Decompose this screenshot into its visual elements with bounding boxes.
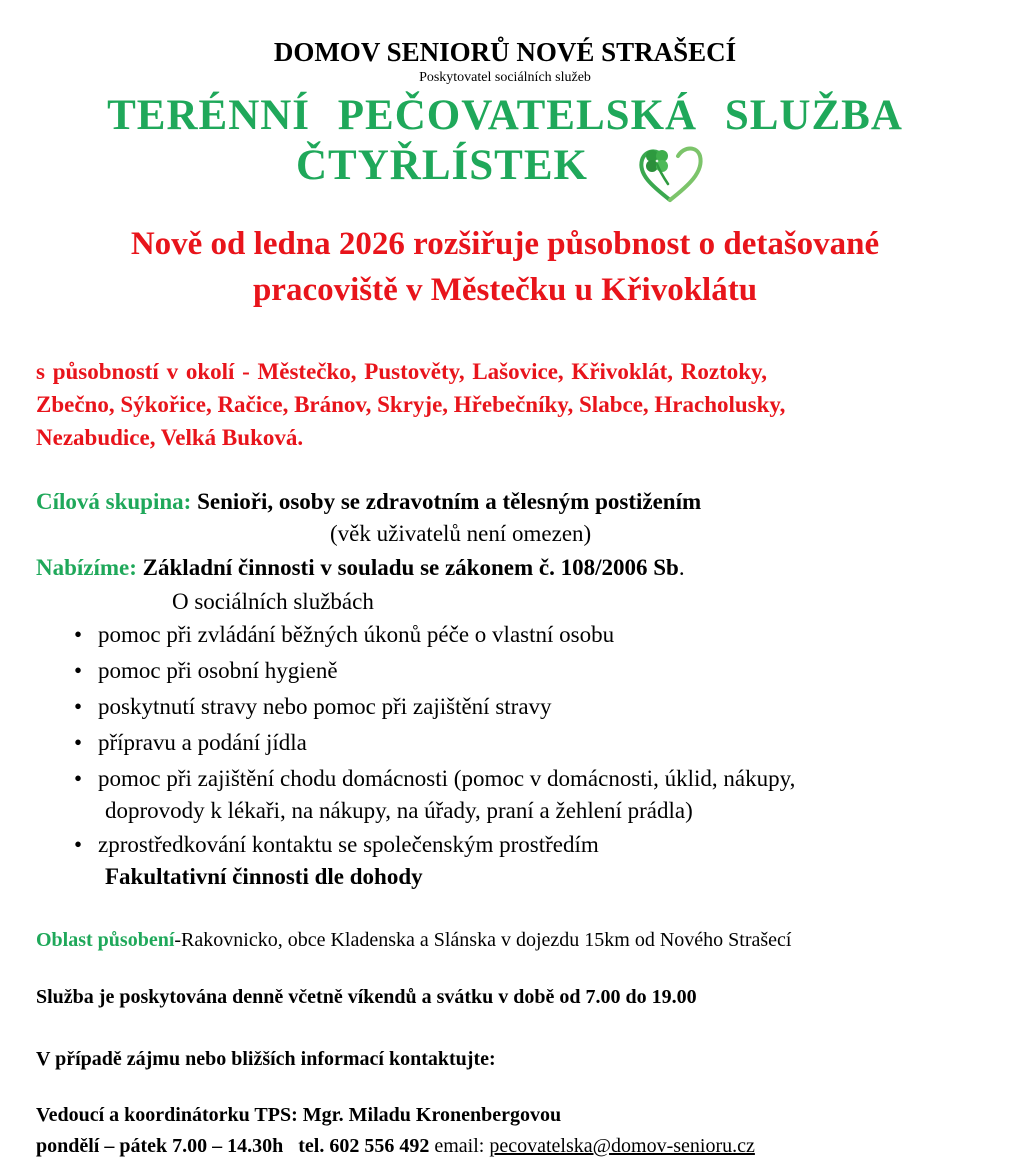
list-item-text: poskytnutí stravy nebo pomoc při zajištění stravy — [98, 694, 552, 719]
office-hours: pondělí – pátek 7.00 – 14.30h — [36, 1135, 284, 1157]
contact-manager: Vedoucí a koordinátorku TPS: Mgr. Miladu Kronenbergovou — [36, 1104, 562, 1126]
headline-line1: Nově od ledna 2026 rozšiřuje působnost o detašované — [130, 226, 880, 262]
contact-intro: V případě zájmu nebo bližších informací kontaktujte: — [36, 1048, 496, 1070]
offer-label: Nabízíme: — [36, 555, 137, 580]
phone-number[interactable]: tel. 602 556 492 — [298, 1135, 430, 1157]
email-link[interactable]: pecovatelska@domov-senioru.cz — [489, 1135, 755, 1157]
bullet-icon: • — [74, 622, 83, 647]
provider-note: Poskytovatel sociálních služeb — [419, 70, 591, 85]
list-item-text: pomoc při osobní hygieně — [98, 658, 338, 683]
list-item — [74, 694, 552, 720]
region-label: Oblast působení — [36, 929, 175, 951]
area-line2: Zbečno, Sýkořice, Račice, Bránov, Skryje, Hřebečníky, Slabce, Hracholusky, — [36, 392, 786, 417]
bullet-icon: • — [74, 832, 83, 857]
target-group — [36, 489, 701, 515]
facultative-activities: Fakultativní činnosti dle dohody — [105, 864, 423, 889]
organization-name: DOMOV SENIORŮ NOVÉ STRAŠECÍ — [273, 37, 737, 67]
schedule: Služba je poskytována denně včetně víkendů a svátku v době od 7.00 do 19.00 — [36, 986, 697, 1008]
target-group-label: Cílová skupina: — [36, 489, 192, 514]
target-group-value: Senioři, osoby se zdravotním a tělesným postižením — [191, 489, 702, 514]
bullet-icon: • — [74, 694, 83, 719]
offer — [36, 555, 685, 581]
region — [36, 929, 791, 952]
list-item — [74, 658, 338, 684]
list-item-continuation: doprovody k lékaři, na nákupy, na úřady, praní a žehlení prádla) — [105, 798, 693, 823]
bullet-icon: • — [74, 730, 83, 755]
list-item-text: zprostředkování kontaktu se společenským prostředím — [98, 832, 599, 857]
list-item-text: pomoc při zvládání běžných úkonů péče o vlastní osobu — [98, 622, 615, 647]
list-item — [74, 730, 307, 756]
region-value: -Rakovnicko, obce Kladenska a Slánska v dojezdu 15km od Nového Strašecí — [174, 929, 792, 951]
area-line3: Nezabudice, Velká Buková. — [36, 425, 304, 450]
headline-line2: pracoviště v Městečku u Křivoklátu — [252, 272, 758, 308]
list-item — [74, 622, 614, 648]
service-title-line2: ČTYŘLÍSTEK — [296, 142, 588, 189]
contact-details — [36, 1135, 755, 1158]
list-item — [74, 766, 795, 792]
offer-period: . — [678, 555, 685, 580]
clover-heart-icon — [630, 140, 710, 204]
service-title-line1: TERÉNNÍ PEČOVATELSKÁ SLUŽBA — [107, 92, 903, 139]
bullet-icon: • — [74, 766, 83, 791]
area-line1: s působností v okolí - Městečko, Pustověty, Lašovice, Křivoklát, Roztoky, — [36, 359, 768, 384]
list-item-text: pomoc při zajištění chodu domácnosti (pomoc v domácnosti, úklid, nákupy, — [98, 766, 796, 791]
list-item-text: přípravu a podání jídla — [98, 730, 307, 755]
target-group-note: (věk uživatelů není omezen) — [330, 521, 592, 546]
offer-subtitle: O sociálních službách — [172, 589, 374, 614]
email-label: email: — [434, 1135, 485, 1157]
list-item — [74, 832, 599, 858]
bullet-icon: • — [74, 658, 83, 683]
offer-value: Základní činnosti v souladu se zákonem č. 108/2006 Sb — [136, 555, 679, 580]
